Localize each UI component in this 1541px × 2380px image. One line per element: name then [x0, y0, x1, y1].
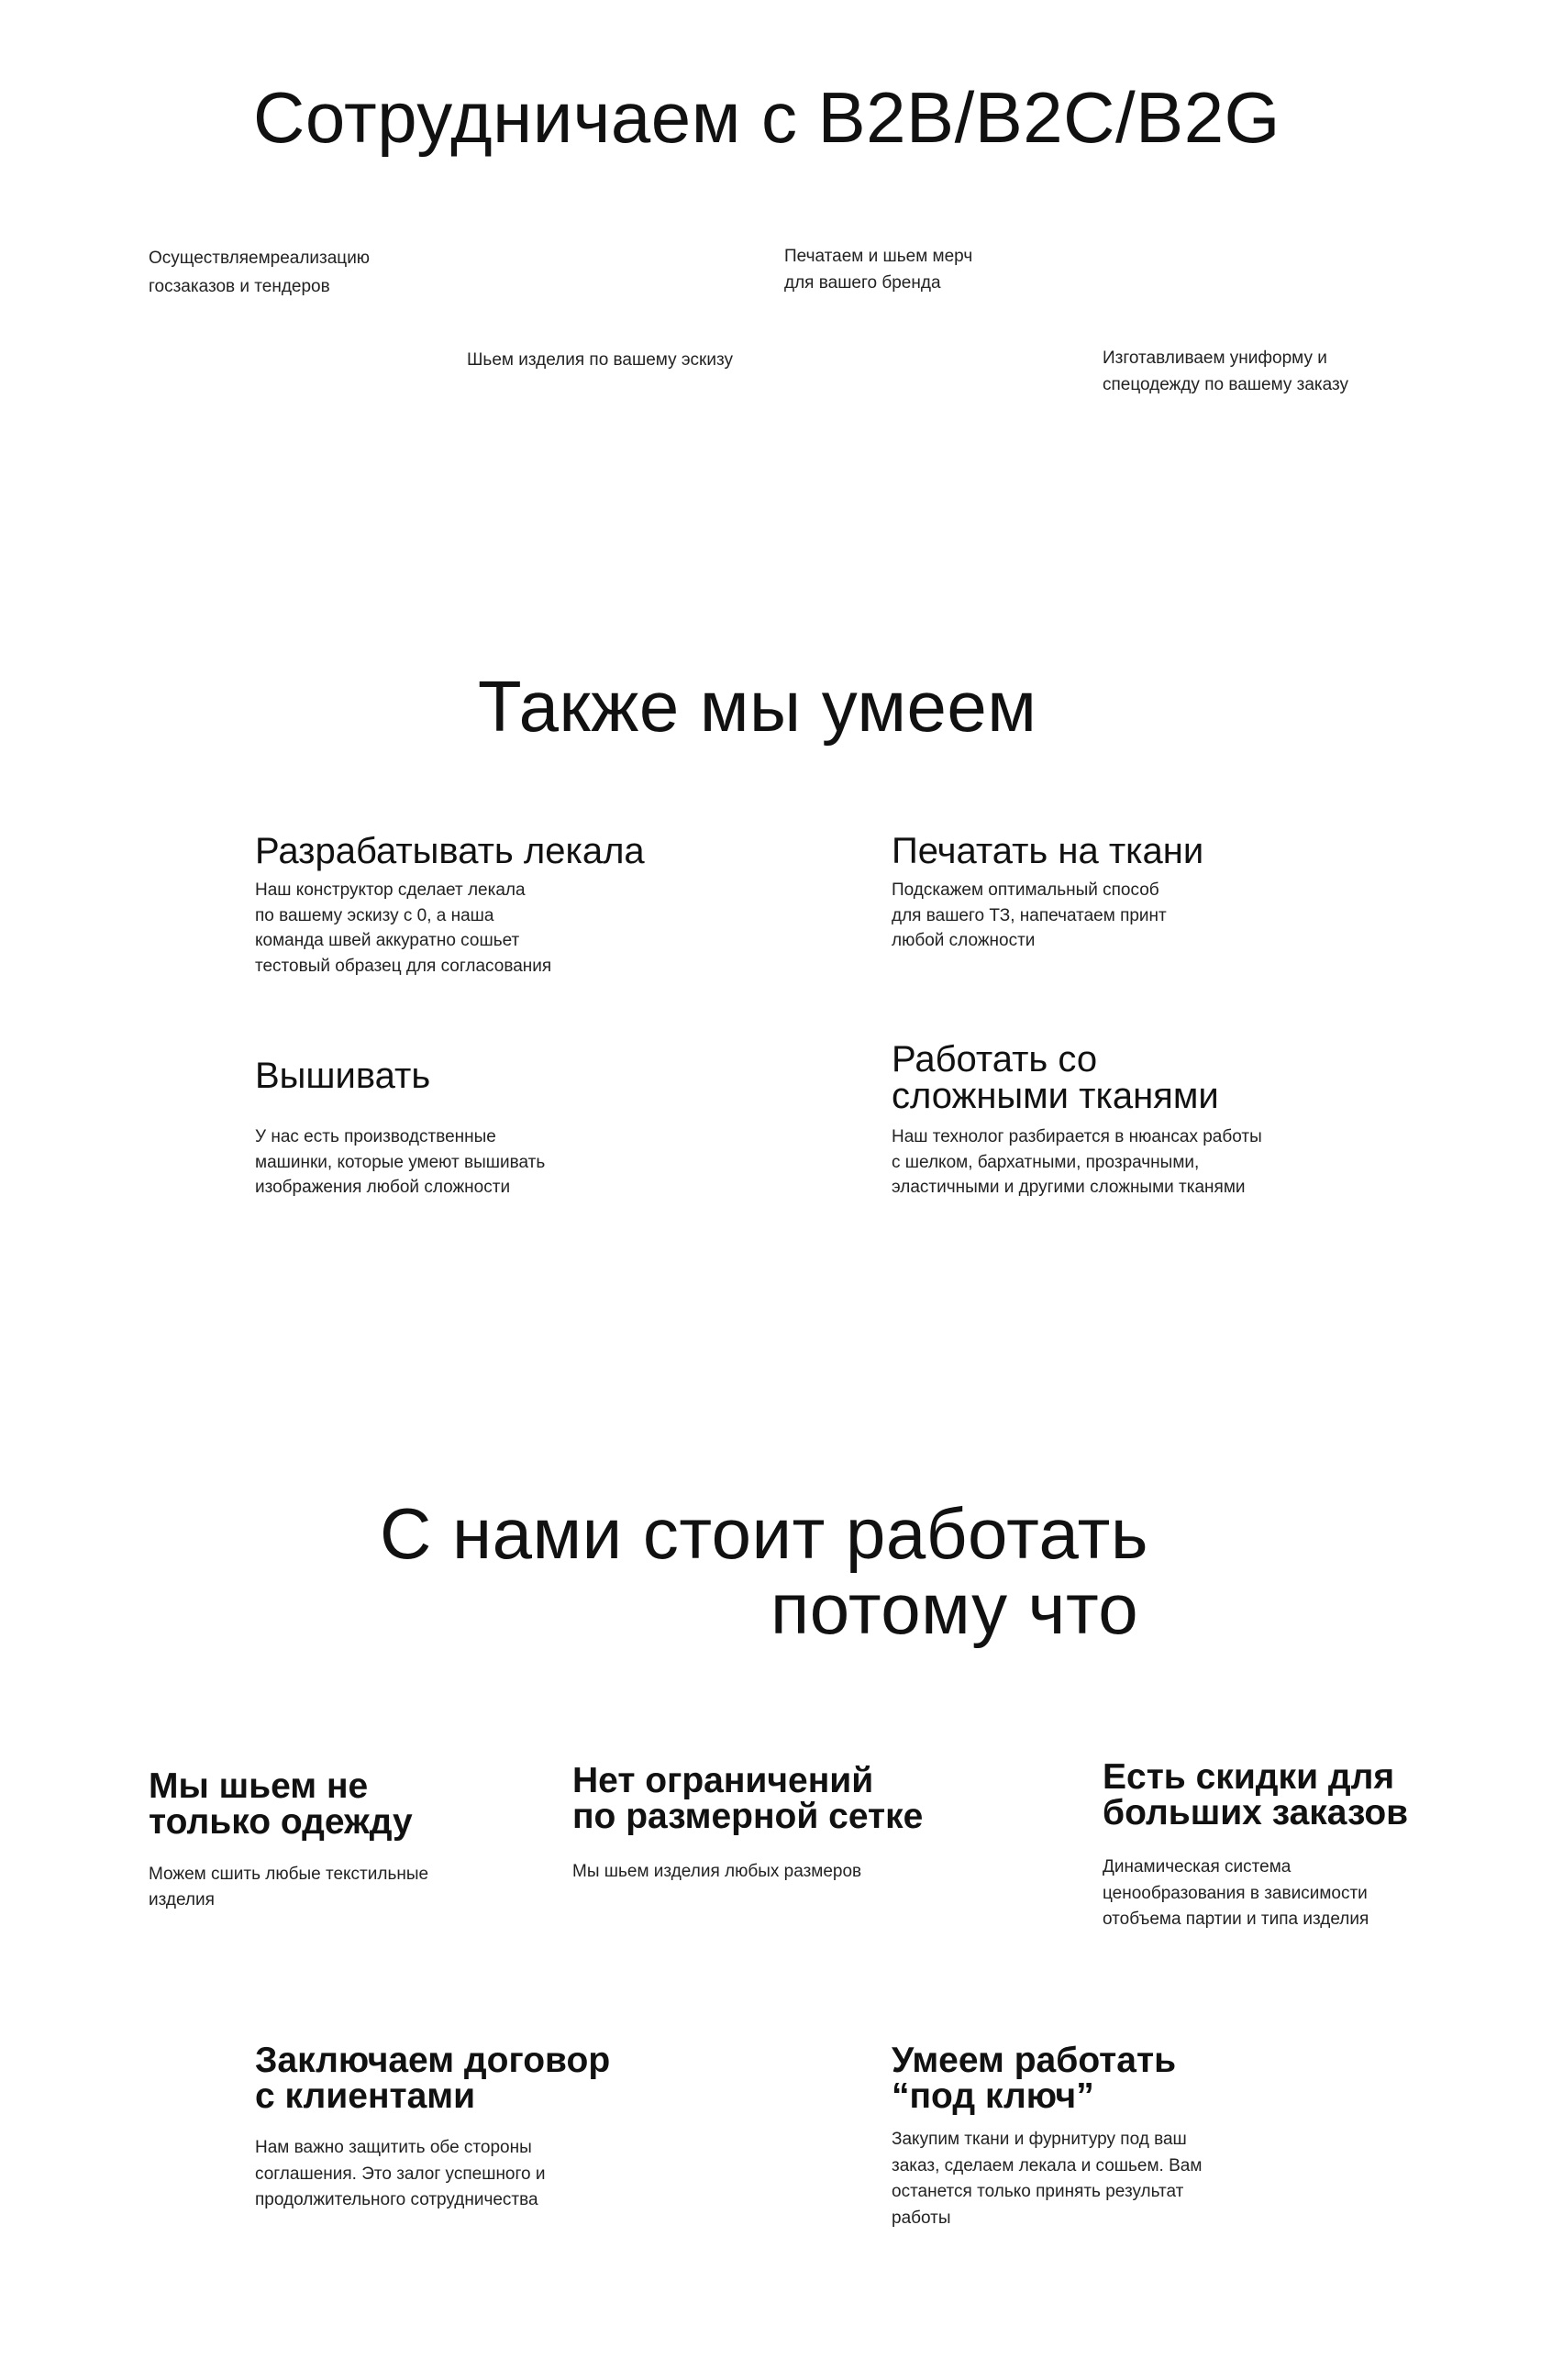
- b2b-item-sketch: Шьем изделия по вашему эскизу: [467, 350, 733, 370]
- why-title-turnkey: Умеем работать “под ключ”: [892, 2041, 1177, 2116]
- why-text-no-size-limits: Мы шьем изделия любых размеров: [572, 1862, 862, 1881]
- b2b-item-merch: Печатаем и шьем мерч для вашего бренда: [784, 247, 973, 293]
- b2b-item-tenders: Осуществляемреализацию госзаказов и тендеров: [149, 249, 371, 297]
- skill-title-printing: Печатать на ткани: [892, 831, 1204, 871]
- skill-text-fabrics: Наш технолог разбирается в нюансах работы с шелком, бархатными, прозрачными, эластичными и другими сложными тканями: [892, 1127, 1262, 1198]
- b2b-item-uniform: Изготавливаем униформу и спецодежду по вашему заказу: [1103, 349, 1348, 394]
- skill-text-printing: Подскажем оптимальный способ для вашего ТЗ, напечатаем принт любой сложности: [892, 880, 1167, 951]
- skill-text-patterns: Наш конструктор сделает лекала по вашему эскизу с 0, а наша команда швей аккуратно сошьет тестовый образец для согласования: [255, 880, 552, 976]
- why-text-not-only-clothes: Можем сшить любые текстильные изделия: [149, 1865, 429, 1910]
- why-text-discounts: Динамическая система ценообразования в зависимости отобъема партии и типа изделия: [1103, 1857, 1369, 1929]
- section-why-title-line1: С нами стоит работать: [380, 1493, 1148, 1574]
- why-title-discounts: Есть скидки для больших заказов: [1103, 1757, 1409, 1832]
- skill-title-embroidery: Вышивать: [255, 1056, 431, 1096]
- why-title-not-only-clothes: Мы шьем не только одежду: [149, 1766, 413, 1842]
- why-text-turnkey: Закупим ткани и фурнитуру под ваш заказ, сделаем лекала и сошьем. Вам останется только принять результат работы: [892, 2130, 1203, 2228]
- skill-text-embroidery: У нас есть производственные машинки, которые умеют вышивать изображения любой сложности: [255, 1127, 546, 1198]
- why-title-no-size-limits: Нет ограничений по размерной сетке: [572, 1761, 924, 1836]
- why-text-contract: Нам важно защитить обе стороны соглашения. Это залог успешного и продолжительного сотрудничества: [255, 2138, 546, 2209]
- section-why-title-line2: потому что: [770, 1568, 1139, 1649]
- section-b2b-title: Сотрудничаем с B2B/B2C/B2G: [253, 77, 1280, 158]
- why-title-contract: Заключаем договор с клиентами: [255, 2041, 611, 2116]
- section-skills-title: Также мы умеем: [478, 666, 1037, 747]
- skill-title-patterns: Разрабатывать лекала: [255, 831, 645, 871]
- skill-title-fabrics: Работать со сложными тканями: [892, 1039, 1219, 1116]
